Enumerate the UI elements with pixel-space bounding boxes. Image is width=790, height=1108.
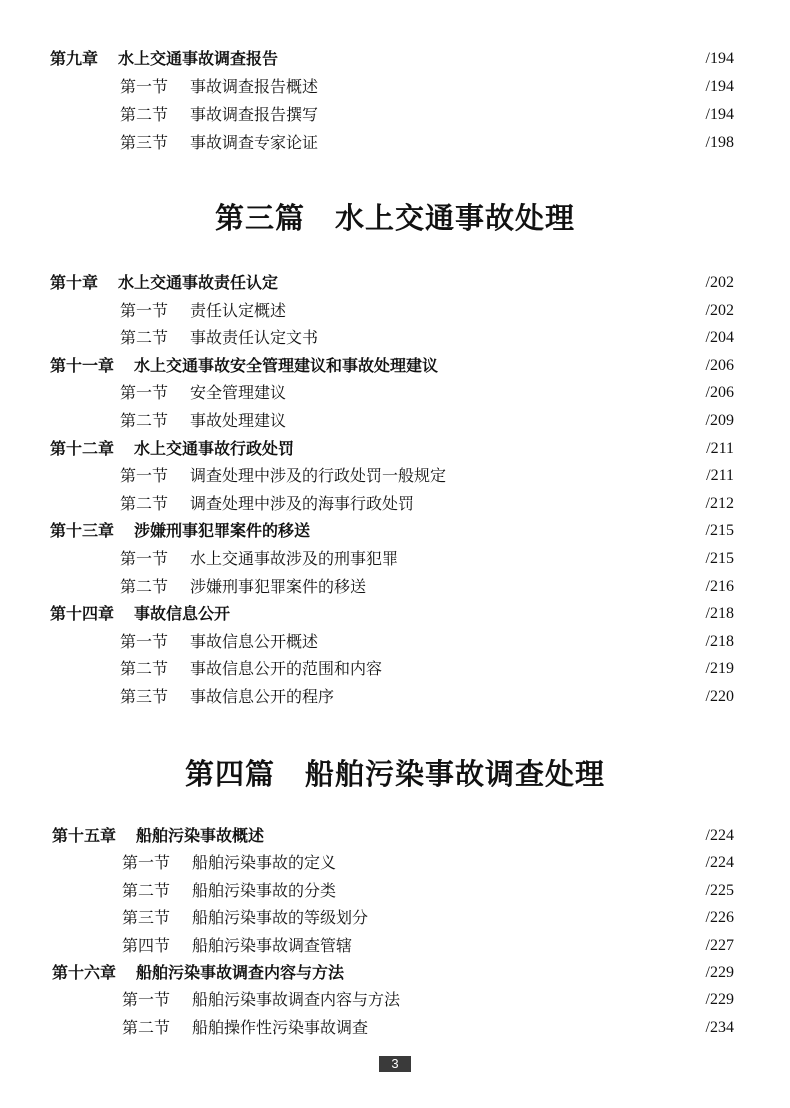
- page-reference: /206: [705, 384, 734, 402]
- page-reference: /234: [705, 1018, 734, 1036]
- chapter-number: 第十四章: [50, 604, 115, 624]
- toc-section-entry: [0, 629, 790, 655]
- section-number: 第三节: [122, 908, 171, 928]
- section-title: 事故调查报告撰写: [190, 105, 319, 124]
- toc-section-entry: [0, 987, 790, 1013]
- chapter-title: 船舶污染事故调查内容与方法: [136, 963, 345, 982]
- chapter-title: 水上交通事故行政处罚: [134, 438, 295, 458]
- page-reference: /226: [705, 909, 734, 927]
- section-title: 船舶污染事故调查内容与方法: [192, 990, 401, 1010]
- page-reference: /229: [705, 964, 734, 981]
- section-title: 船舶操作性污染事故调查: [192, 1017, 369, 1037]
- section-number: 第一节: [120, 77, 169, 96]
- section-title: 事故信息公开的程序: [190, 687, 335, 706]
- section-number: 第一节: [120, 466, 169, 486]
- section-number: 第二节: [120, 659, 169, 679]
- section-number: 第四节: [122, 935, 171, 955]
- section-number: 第二节: [120, 328, 169, 348]
- part-title-4: 第四篇 船舶污染事故调查处理: [184, 757, 605, 791]
- toc-chapter-entry: [0, 601, 790, 627]
- page-reference: /215: [705, 550, 734, 567]
- toc-section-entry: [0, 574, 790, 600]
- part-title-3: 第三篇 水上交通事故处理: [214, 201, 575, 235]
- section-title: 船舶污染事故的定义: [192, 853, 337, 873]
- page-reference: /202: [705, 301, 734, 319]
- page-reference: /194: [705, 78, 734, 95]
- toc-chapter-entry: [0, 46, 790, 72]
- section-number: 第二节: [120, 105, 169, 124]
- toc-section-entry: [0, 905, 790, 931]
- toc-chapter-entry: [0, 353, 790, 379]
- section-number: 第一节: [122, 990, 171, 1010]
- chapter-number: 第十六章: [52, 963, 117, 982]
- section-title: 事故调查专家论证: [190, 133, 319, 152]
- toc-section-entry: [0, 325, 790, 351]
- section-number: 第一节: [120, 300, 169, 320]
- section-title: 事故处理建议: [190, 411, 287, 430]
- toc-chapter-entry: [0, 823, 790, 849]
- section-number: 第二节: [122, 1017, 171, 1037]
- page-reference: /229: [705, 991, 734, 1009]
- section-title: 涉嫌刑事犯罪案件的移送: [190, 576, 367, 596]
- section-number: 第二节: [120, 411, 169, 430]
- chapter-title: 水上交通事故调查报告: [118, 49, 279, 68]
- section-title: 船舶污染事故的等级划分: [192, 908, 369, 928]
- section-title: 责任认定概述: [190, 300, 287, 320]
- section-title: 事故信息公开的范围和内容: [190, 659, 383, 679]
- section-title: 水上交通事故涉及的刑事犯罪: [190, 549, 399, 568]
- section-number: 第一节: [120, 549, 169, 568]
- section-number: 第二节: [120, 493, 169, 513]
- toc-section-entry: [0, 298, 790, 324]
- page-reference: /220: [705, 688, 734, 705]
- chapter-title: 水上交通事故责任认定: [118, 273, 279, 292]
- page-number-badge: 3: [379, 1056, 411, 1072]
- chapter-title: 船舶污染事故概述: [136, 826, 265, 845]
- section-title: 事故调查报告概述: [190, 77, 319, 96]
- page-reference: /194: [705, 50, 734, 67]
- toc-section-entry: [0, 102, 790, 128]
- section-title: 船舶污染事故调查管辖: [192, 935, 353, 955]
- toc-section-entry: [0, 380, 790, 406]
- toc-section-entry: [0, 463, 790, 489]
- chapter-title: 事故信息公开: [134, 604, 231, 624]
- page-reference: /219: [705, 660, 734, 678]
- chapter-number: 第十三章: [50, 521, 115, 541]
- section-number: 第二节: [120, 576, 169, 596]
- page-reference: /211: [706, 467, 734, 485]
- section-title: 调查处理中涉及的行政处罚一般规定: [190, 466, 447, 486]
- toc-section-entry: [0, 684, 790, 710]
- section-number: 第三节: [120, 687, 169, 706]
- page-reference: /211: [706, 439, 734, 457]
- page-reference: /215: [705, 522, 734, 540]
- page-reference: /227: [705, 936, 734, 954]
- toc-chapter-entry: [0, 518, 790, 544]
- section-number: 第一节: [120, 383, 169, 403]
- toc-section-entry: [0, 408, 790, 434]
- chapter-title: 涉嫌刑事犯罪案件的移送: [134, 521, 311, 541]
- toc-section-entry: [0, 933, 790, 959]
- section-title: 事故信息公开概述: [190, 631, 319, 651]
- section-number: 第三节: [120, 133, 169, 152]
- page-reference: /194: [705, 106, 734, 123]
- chapter-number: 第十二章: [50, 438, 115, 458]
- toc-section-entry: [0, 491, 790, 517]
- toc-chapter-entry: [0, 270, 790, 296]
- page-reference: /198: [705, 134, 734, 151]
- chapter-title: 水上交通事故安全管理建议和事故处理建议: [134, 355, 439, 375]
- page-reference: /218: [705, 605, 734, 623]
- section-title: 船舶污染事故的分类: [192, 880, 337, 900]
- page-reference: /224: [705, 854, 734, 872]
- chapter-number: 第十一章: [50, 355, 115, 375]
- page-reference: /216: [705, 577, 734, 595]
- toc-section-entry: [0, 130, 790, 156]
- toc-section-entry: [0, 850, 790, 876]
- section-title: 事故责任认定文书: [190, 328, 319, 348]
- page-reference: /224: [705, 827, 734, 844]
- toc-section-entry: [0, 74, 790, 100]
- toc-section-entry: [0, 878, 790, 904]
- toc-section-entry: [0, 1015, 790, 1041]
- section-title: 调查处理中涉及的海事行政处罚: [190, 493, 415, 513]
- section-number: 第一节: [120, 631, 169, 651]
- chapter-number: 第十五章: [52, 826, 117, 845]
- section-number: 第二节: [122, 880, 171, 900]
- page-reference: /209: [705, 412, 734, 429]
- page-reference: /204: [705, 329, 734, 347]
- toc-chapter-entry: [0, 436, 790, 462]
- chapter-number: 第九章: [50, 49, 99, 68]
- page-reference: /206: [705, 356, 734, 374]
- page-reference: /212: [705, 494, 734, 512]
- toc-chapter-entry: [0, 960, 790, 986]
- chapter-number: 第十章: [50, 273, 99, 292]
- page-reference: /225: [705, 881, 734, 899]
- page-reference: /202: [705, 274, 734, 291]
- page-reference: /218: [705, 632, 734, 650]
- section-title: 安全管理建议: [190, 383, 287, 403]
- toc-section-entry: [0, 656, 790, 682]
- toc-section-entry: [0, 546, 790, 572]
- section-number: 第一节: [122, 853, 171, 873]
